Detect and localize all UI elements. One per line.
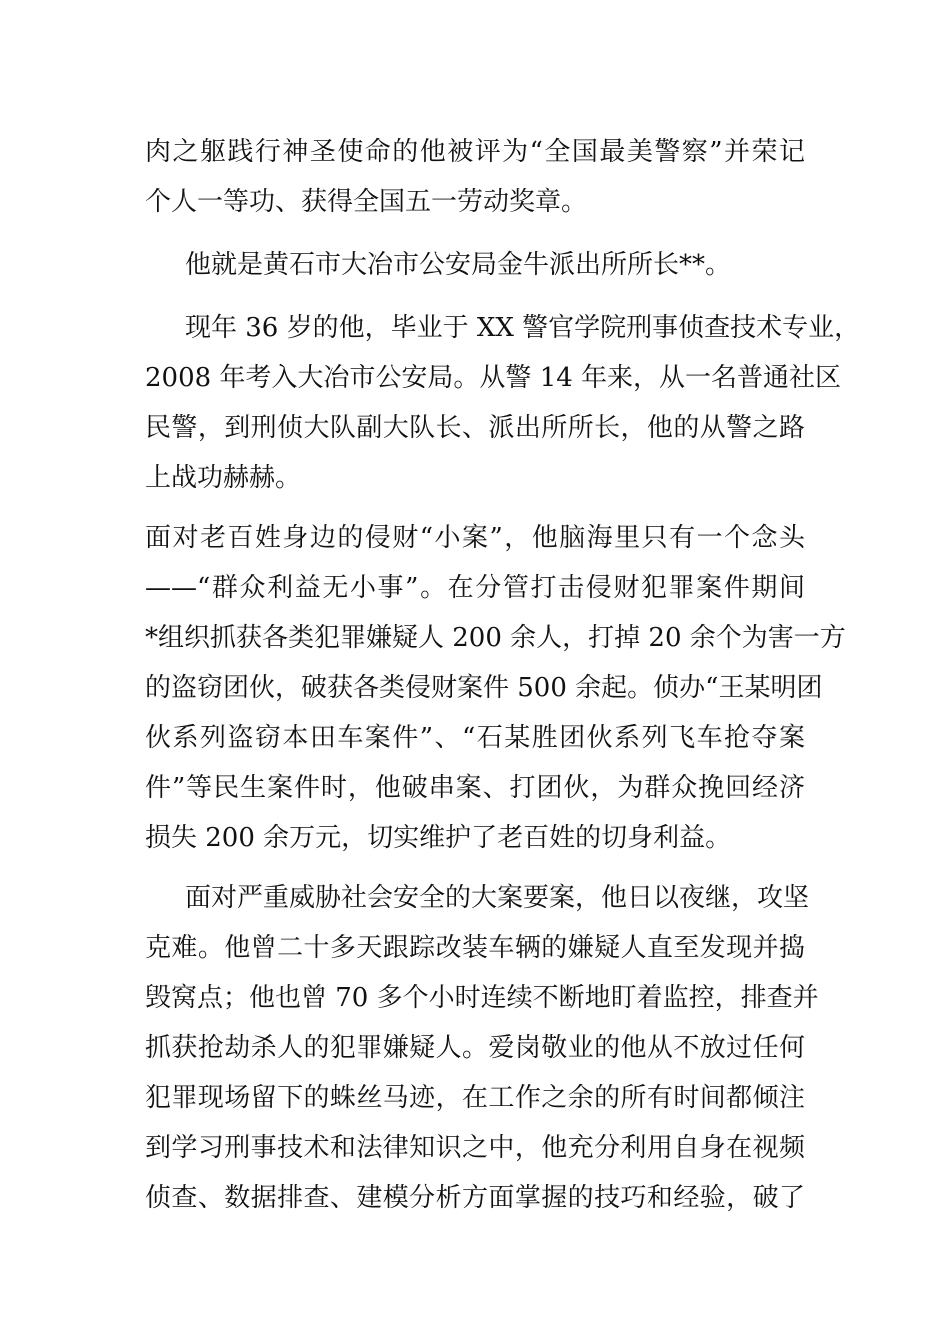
text-line: 损失 200 余万元，切实维护了老百姓的切身利益。 — [145, 823, 732, 853]
text-line: 民警，到刑侦大队副大队长、派出所所长，他的从警之路 — [145, 413, 805, 443]
text-line: 的盗窃团伙，破获各类侵财案件 500 余起。侦办“王某明团 — [145, 673, 823, 703]
text-line: 2008 年考入大冶市公安局。从警 14 年来，从一名普通社区 — [145, 363, 842, 393]
text-line: 抓获抢劫杀人的犯罪嫌疑人。爱岗敬业的他从不放过任何 — [145, 1033, 805, 1063]
text-line: 侦查、数据排查、建模分析方面掌握的技巧和经验，破了 — [145, 1183, 805, 1213]
text-line: 上战功赫赫。 — [145, 463, 302, 493]
text-line: 克难。他曾二十多天跟踪改装车辆的嫌疑人直至发现并捣 — [145, 933, 805, 963]
text-line: 毁窝点；他也曾 70 多个小时连续不断地盯着监控，排查并 — [145, 983, 819, 1013]
text-line: ——“群众利益无小事”。在分管打击侵财犯罪案件期间 — [145, 573, 805, 603]
text-line: 伙系列盗窃本田车案件”、“石某胜团伙系列飞车抢夺案 — [145, 723, 805, 753]
text-line: 到学习刑事技术和法律知识之中，他充分利用自身在视频 — [145, 1133, 805, 1163]
text-line: 肉之躯践行神圣使命的他被评为“全国最美警察”并荣记 — [145, 137, 805, 167]
text-line: 个人一等功、获得全国五一劳动奖章。 — [145, 187, 588, 217]
text-line: 现年 36 岁的他，毕业于 XX 警官学院刑事侦查技术专业， — [185, 313, 861, 343]
text-line: 件”等民生案件时，他破串案、打团伙，为群众挽回经济 — [145, 773, 805, 803]
text-line: *组织抓获各类犯罪嫌疑人 200 余人，打掉 20 余个为害一方 — [145, 623, 846, 653]
text-line: 面对严重威胁社会安全的大案要案，他日以夜继，攻坚 — [185, 883, 810, 913]
text-line: 他就是黄石市大冶市公安局金牛派出所所长**。 — [185, 250, 732, 280]
text-line: 面对老百姓身边的侵财“小案”，他脑海里只有一个念头 — [145, 523, 805, 553]
text-line: 犯罪现场留下的蛛丝马迹，在工作之余的所有时间都倾注 — [145, 1083, 805, 1113]
